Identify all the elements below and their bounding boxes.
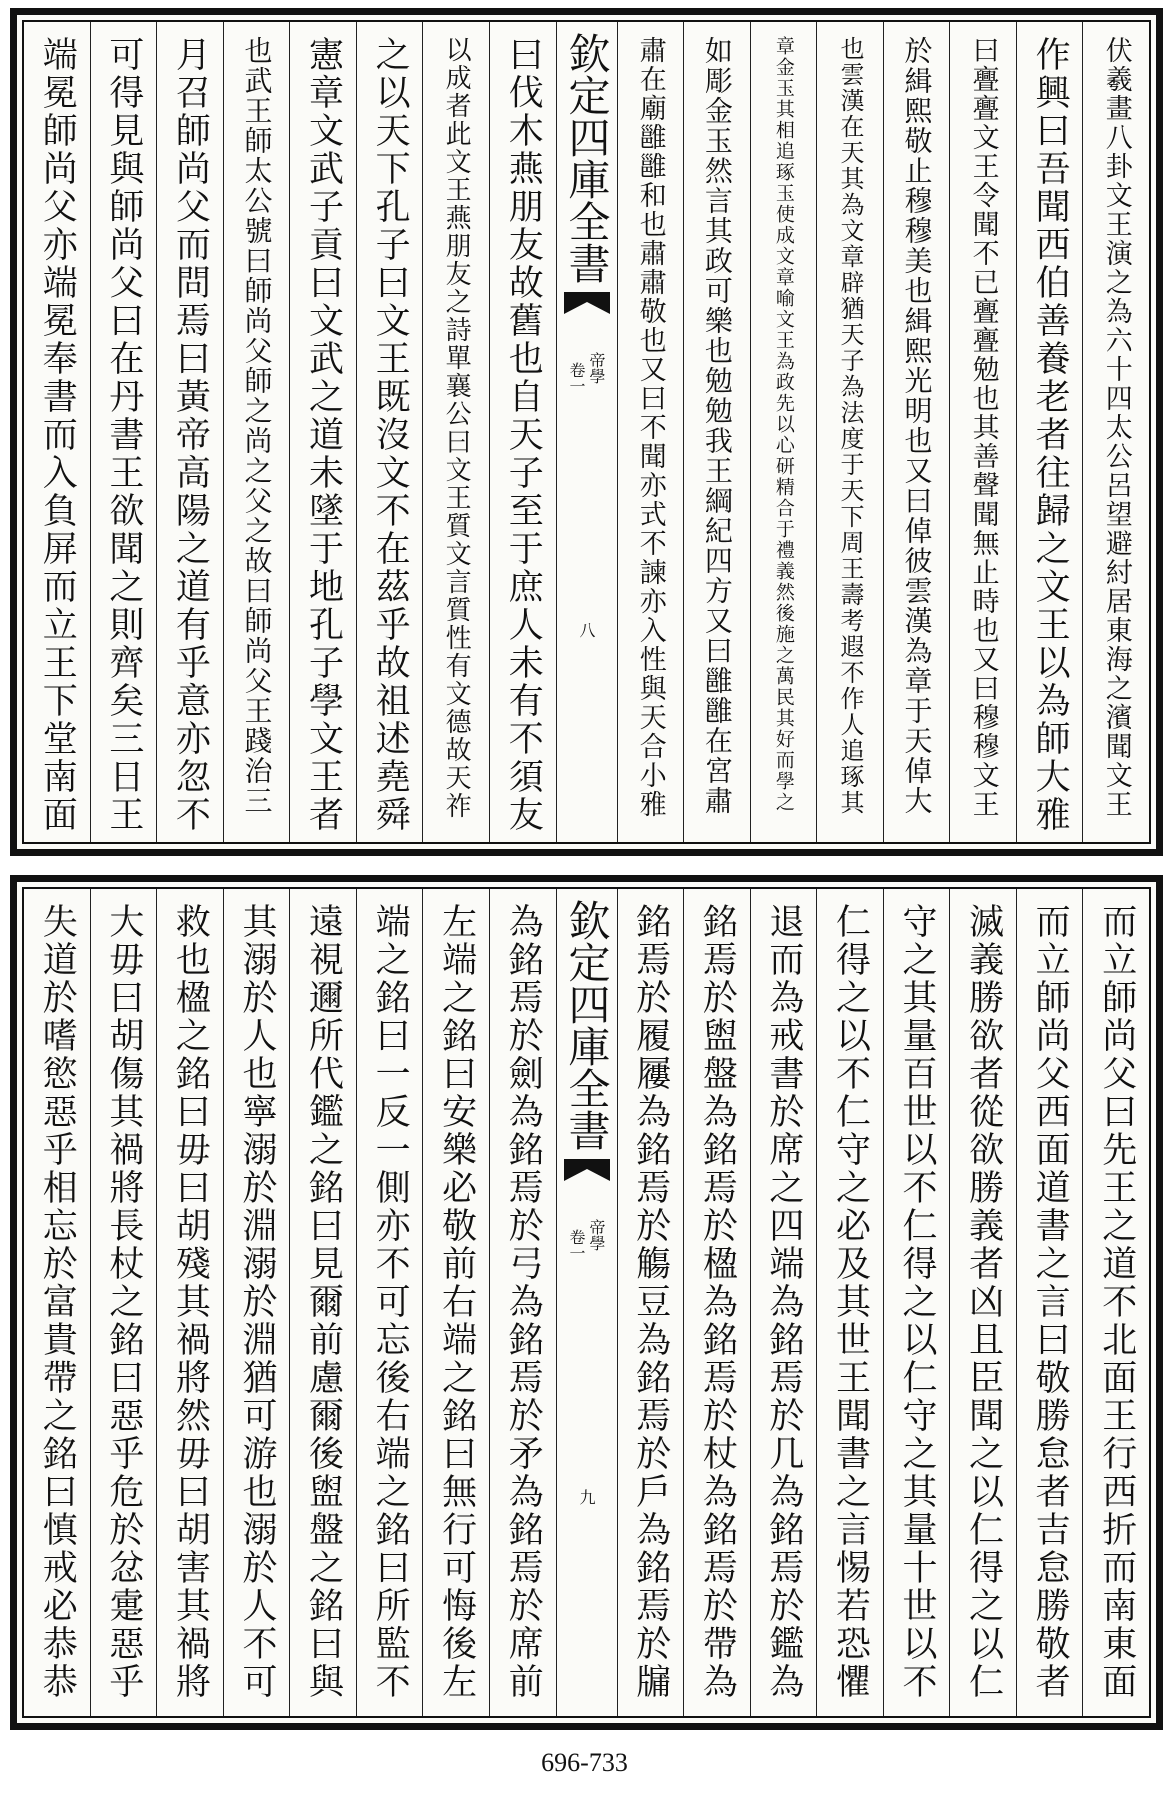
column-text: 章金玉其相追琢玉使成文章喻文王為政先以心研精合于禮義然後施之萬民其好而學之: [772, 36, 795, 813]
column-text: 遠視邇所代鑑之銘曰見爾前慮爾後盥盤之銘曰與: [303, 903, 344, 1701]
text-column: [489, 22, 556, 842]
column-text: 之以天下孔子曰文王既沒文不在茲乎故祖述堯舜: [370, 36, 411, 834]
fishtail-mark-icon: [564, 292, 610, 318]
text-column: [816, 22, 883, 842]
gutter-volume: 卷一: [567, 362, 586, 394]
column-text: 救也楹之銘曰毋曰胡殘其禍將然毋曰胡害其禍將: [170, 903, 211, 1701]
column-text: 作興曰吾聞西伯善養老者往歸之文王以為師大雅: [1030, 36, 1071, 834]
gutter-volume: 卷一: [567, 1229, 586, 1261]
fishtail-mark-icon: [564, 1159, 610, 1185]
top-page-columns: [24, 22, 1149, 842]
text-column: [883, 889, 950, 1716]
text-column: [422, 22, 489, 842]
text-column: [683, 889, 750, 1716]
column-text: 銘焉於履屨為銘焉於觴豆為銘焉於戶為銘焉於牖: [630, 903, 671, 1701]
column-text: 滅義勝欲者從欲勝義者凶且臣聞之以仁得之以仁: [963, 903, 1004, 1701]
page-gutter: [556, 889, 617, 1716]
column-text: 憲章文武子貢曰文武之道未墜于地孔子學文王者: [303, 36, 344, 834]
column-text: 退而為戒書於席之四端為銘焉於几為銘焉於鑑為: [763, 903, 804, 1701]
column-text: 曰亹亹文王令聞不已亹亹勉也其善聲聞無止時也又曰穆穆文王: [967, 36, 999, 819]
column-text: 為銘焉於劍為銘焉於弓為銘焉於矛為銘焉於席前: [503, 903, 544, 1701]
text-column: [816, 889, 883, 1716]
text-column: [1082, 889, 1149, 1716]
gutter-folio: 九: [577, 1489, 596, 1505]
text-column: [90, 22, 157, 842]
text-column: [489, 889, 556, 1716]
column-text: 以成者此文王燕朋友之詩單襄公曰文王質文言質性有文德故天祚: [441, 36, 472, 820]
gutter-folio: 八: [577, 622, 596, 638]
text-column: [156, 22, 223, 842]
column-text: 守之其量百世以不仁得之以仁守之其量十世以不: [897, 903, 938, 1701]
text-column: [356, 22, 423, 842]
column-text: 可得見與師尚父曰在丹書王欲聞之則齊矣三日王: [103, 36, 144, 834]
column-text: 大毋曰胡傷其禍將長杖之銘曰惡乎危於忿疐惡乎: [103, 903, 144, 1701]
column-text: 而立師尚父西面道書之言曰敬勝怠者吉怠勝敬者: [1030, 903, 1071, 1701]
column-text: 曰伐木燕朋友故舊也自天子至于庶人未有不須友: [503, 36, 544, 834]
top-page: [10, 8, 1163, 856]
column-text: 端冕師尚父亦端冕奉書而入負屏而立王下堂南面: [37, 36, 78, 834]
bottom-page-columns: [24, 889, 1149, 1716]
text-column: [949, 22, 1016, 842]
text-column: [356, 889, 423, 1716]
column-text: 失道於嗜慾惡乎相忘於富貴帶之銘曰慎戒必恭恭: [37, 903, 78, 1701]
column-text: 肅在廟雝雝和也肅肅敬也又曰不聞亦式不諫亦入性與天合小雅: [634, 36, 666, 819]
page-gutter: [556, 22, 617, 842]
text-column: [883, 22, 950, 842]
column-text: 其溺於人也寧溺於淵溺於淵猶可游也溺於人不可: [236, 903, 277, 1701]
text-column: [422, 889, 489, 1716]
gutter-section: 帝學: [587, 352, 606, 384]
column-text: 伏羲畫八卦文王演之為六十四太公呂望避紂居東海之濱聞文王: [1100, 36, 1132, 819]
gutter-book-title: 欽定四庫全書: [562, 899, 612, 1151]
gutter-section: 帝學: [587, 1219, 606, 1251]
text-column: [750, 22, 817, 842]
gutter-book-title: 欽定四庫全書: [562, 32, 612, 284]
text-column: [750, 889, 817, 1716]
column-text: 銘焉於盥盤為銘焉於楹為銘焉於杖為銘焉於帶為: [697, 903, 738, 1701]
page-id: 696-733: [541, 1748, 628, 1777]
column-text: 於緝熙敬止穆穆美也緝熙光明也又曰倬彼雲漢為章于天倬大: [900, 36, 934, 816]
text-column: [617, 22, 684, 842]
column-text: 端之銘曰一反一側亦不可忘後右端之銘曰所監不: [370, 903, 411, 1701]
text-column: [617, 889, 684, 1716]
text-column: [289, 22, 356, 842]
text-column: [289, 889, 356, 1716]
text-column: [223, 22, 290, 842]
text-column: [24, 22, 90, 842]
text-column: [1082, 22, 1149, 842]
column-text: 月召師尚父而問焉曰黃帝高陽之道有乎意亦忽不: [170, 36, 211, 834]
text-column: [24, 889, 90, 1716]
text-column: [156, 889, 223, 1716]
column-text: 如彫金玉然言其政可樂也勉勉我王綱紀四方又曰雝雝在宮肅: [700, 36, 734, 816]
text-column: [90, 889, 157, 1716]
text-column: [223, 889, 290, 1716]
bottom-page: [10, 875, 1163, 1730]
column-text: 也雲漢在天其為文章辟猶天子為法度于天下周王壽考遐不作人追琢其: [835, 36, 864, 816]
text-column: [1016, 889, 1083, 1716]
column-text: 而立師尚父曰先王之道不北面王行西折而南東面: [1096, 903, 1137, 1701]
text-column: [1016, 22, 1083, 842]
text-column: [949, 889, 1016, 1716]
column-text: 也武王師太公號曰師尚父師之尚之父之故曰師尚父王踐治三: [240, 36, 274, 816]
column-text: 仁得之以不仁守之必及其世王聞書之言惕若恐懼: [830, 903, 871, 1701]
text-column: [683, 22, 750, 842]
column-text: 左端之銘曰安樂必敬前右端之銘曰無行可悔後左: [436, 903, 477, 1701]
